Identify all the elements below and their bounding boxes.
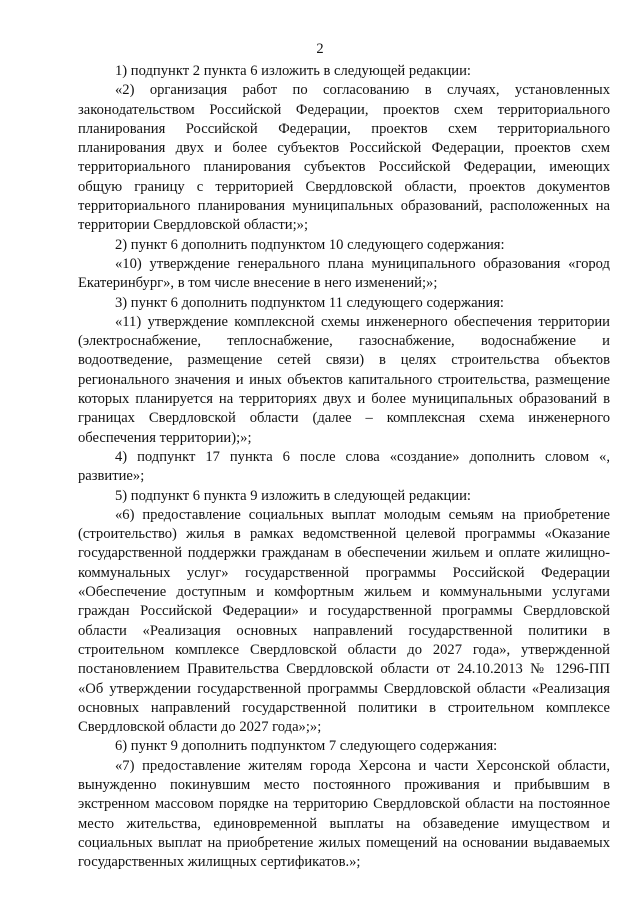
document-body: [78, 62, 610, 872]
paragraph-item-2-text: «10) утверждение генерального плана муниципального образования «город Екатеринбург», в том числе внесение в него изменений;»;: [78, 255, 610, 292]
paragraph-item-3: 3) пункт 6 дополнить подпунктом 11 следующего содержания:: [115, 294, 504, 311]
paragraph-item-2: 2) пункт 6 дополнить подпунктом 10 следующего содержания:: [115, 236, 505, 253]
paragraph-item-6: 6) пункт 9 дополнить подпунктом 7 следующего содержания:: [115, 738, 498, 755]
paragraph-item-4: 4) подпункт 17 пункта 6 после слова «создание» дополнить словом «, развитие»;: [78, 448, 610, 485]
paragraph-item-5-text: «6) предоставление социальных выплат молодым семьям на приобретение (строительство) жилья в рамках ведомственной целевой программы «Оказание государственной поддержки гражданам в обеспечении жильем и оплате жилищно-коммунальных услуг» государственной программы Российской Федерации «Обеспечение доступным и комфортным жильем и коммунальными услугами граждан Российской Федерации» и государственной программы Свердловской области «Реализация основных направлений государственной политики в строительном комплексе Свердловской области до 2027 года», утвержденной постановлением Правительства Свердловской области от 24.10.2013 № 1296-ПП «Об утверждении государственной программы Свердловской области «Реализация основных направлений государственной политики в строительном комплексе Свердловской области до 2027 года»;»;: [78, 506, 610, 736]
paragraph-item-6-text: «7) предоставление жителям города Херсона и части Херсонской области, вынужденно покинувшим место постоянного проживания и прибывшим в экстренном массовом порядке на территорию Свердловской области на постоянное место жительства, единовременной выплаты на обзаведение имуществом и социальных выплат на приобретение жилых помещений на основании выдаваемых государственных жилищных сертификатов.»;: [78, 757, 610, 871]
paragraph-item-1: 1) подпункт 2 пункта 6 изложить в следующей редакции:: [115, 63, 471, 79]
paragraph-item-1-text: «2) организация работ по согласованию в случаях, установленных законодательством Российской Федерации, проектов схем территориального планирования Российской Федерации, проектов схем территориального планирования двух и более субъектов Российской Федерации, проектов схем территориального планирования субъектов Российской Федерации, имеющих общую границу с территорией Свердловской области, проектов документов территориального планирования муниципальных образований, расположенных на территории Свердловской области;»;: [78, 82, 610, 234]
paragraph-item-5: 5) подпункт 6 пункта 9 изложить в следующей редакции:: [115, 487, 471, 504]
page-number: 2: [316, 41, 324, 57]
paragraph-item-3-text: «11) утверждение комплексной схемы инженерного обеспечения территории (электроснабжение, теплоснабжение, газоснабжение, водоснабжение и водоотведение, размещение сетей связи) в целях строительства объектов регионального значения и иных объектов капитального строительства, размещение которых планируется на территориях двух и более муниципальных образований в границах Свердловской области (далее – комплексная схема инженерного обеспечения территории);»;: [78, 313, 610, 446]
